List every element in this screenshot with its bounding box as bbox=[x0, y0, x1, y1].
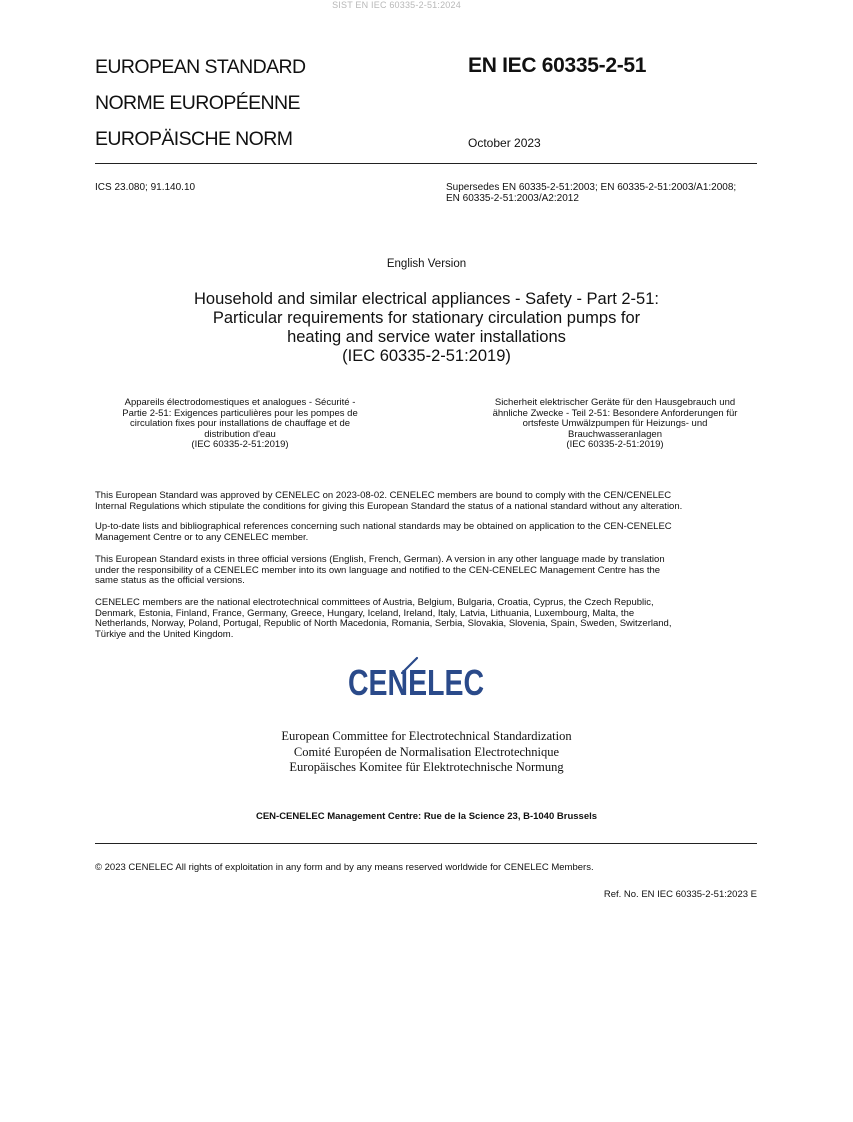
standard-name-de: EUROPÄISCHE NORM bbox=[95, 128, 293, 150]
references-paragraph bbox=[95, 522, 763, 543]
title-line: Particular requirements for stationary circulation pumps for bbox=[212, 309, 641, 327]
paragraph-line: Up-to-date lists and bibliographical references concerning such national standards may be obtained on application to the CEN-CENELEC bbox=[95, 521, 672, 532]
paragraph-line: Türkiye and the United Kingdom. bbox=[95, 628, 234, 640]
paragraph-line: This European Standard was approved by CENELEC on 2023-08-02. CENELEC members are bound to comply with the CEN/CENELEC bbox=[95, 490, 672, 501]
paragraph-line: same status as the official versions. bbox=[95, 575, 245, 587]
french-title-line: Appareils électrodomestiques et analogues - Sécurité - bbox=[124, 397, 356, 408]
paragraph-line: Netherlands, Norway, Poland, Portugal, Republic of North Macedonia, Romania, Serbia, Slovakia, Slovenia, Spain, Sweden, Switzerland, bbox=[95, 618, 672, 630]
logo-wordmark: CENELEC bbox=[348, 662, 484, 703]
paragraph-line: CENELEC members are the national electrotechnical committees of Austria, Belgium, Bulgaria, Croatia, Cyprus, the Czech Republic, bbox=[95, 597, 654, 608]
committee-name-en: European Committee for Electrotechnical Standardization bbox=[281, 729, 572, 743]
watermark: SIST EN IEC 60335-2-51:2024 bbox=[332, 0, 461, 10]
title-line: (IEC 60335-2-51:2019) bbox=[342, 347, 511, 365]
title-line: heating and service water installations bbox=[287, 328, 566, 346]
standard-number: EN IEC 60335-2-51 bbox=[468, 54, 647, 77]
french-title-line: (IEC 60335-2-51:2019) bbox=[191, 439, 289, 450]
publication-date: October 2023 bbox=[468, 136, 541, 150]
reference-number: Ref. No. EN IEC 60335-2-51:2023 E bbox=[603, 889, 757, 900]
title-line: Household and similar electrical appliances - Safety - Part 2-51: bbox=[194, 290, 659, 308]
committee-name-de: Europäisches Komitee für Elektrotechnische Normung bbox=[289, 760, 564, 774]
cenelec-logo-graphic bbox=[346, 655, 486, 701]
ics-codes: ICS 23.080; 91.140.10 bbox=[95, 182, 196, 193]
committee-name-fr: Comité Européen de Normalisation Electrotechnique bbox=[293, 744, 560, 759]
paragraph-line: Management Centre or to any CENELEC member. bbox=[95, 531, 309, 543]
german-title-line: ähnliche Zwecke - Teil 2-51: Besondere Anforderungen für bbox=[492, 407, 738, 419]
header-divider bbox=[95, 163, 757, 164]
members-paragraph bbox=[95, 598, 763, 640]
french-title-line: distribution d'eau bbox=[204, 428, 276, 440]
german-title-line: Sicherheit elektrischer Geräte für den Hausgebrauch und bbox=[494, 397, 736, 408]
paragraph-line: Denmark, Estonia, Finland, France, Germany, Greece, Hungary, Iceland, Ireland, Italy, Latvia, Lithuania, Luxembourg, Malta, the bbox=[95, 607, 635, 619]
cenelec-logo bbox=[346, 655, 486, 701]
copyright-notice: © 2023 CENELEC All rights of exploitation in any form and by any means reserved worldwide for CENELEC Members. bbox=[95, 862, 594, 873]
versions-paragraph bbox=[95, 555, 763, 587]
standard-name-fr: NORME EUROPÉENNE bbox=[95, 92, 300, 114]
supersedes-note: Supersedes EN 60335-2-51:2003; EN 60335-2-51:2003/A1:2008; EN 60335-2-51:2003/A2:2012 bbox=[446, 182, 737, 204]
paragraph-line: Internal Regulations which stipulate the conditions for giving this European Standard the status of a national standard without any alteration. bbox=[95, 500, 683, 512]
document-title bbox=[150, 290, 703, 366]
paragraph-line: under the responsibility of a CENELEC member into its own language and notified to the CEN-CENELEC Management Centre has the bbox=[95, 564, 661, 576]
language-version: English Version bbox=[386, 258, 467, 270]
german-title-line: ortsfeste Umwälzpumpen für Heizungs- und bbox=[522, 418, 708, 429]
committee-names bbox=[180, 729, 673, 776]
french-title-line: circulation fixes pour installations de chauffage et de bbox=[129, 418, 351, 429]
german-title-line: Brauchwasseranlagen bbox=[567, 428, 662, 440]
approval-paragraph bbox=[95, 491, 763, 512]
footer-divider bbox=[95, 843, 757, 844]
management-centre-address: CEN-CENELEC Management Centre: Rue de la Science 23, B-1040 Brussels bbox=[255, 811, 598, 822]
standard-name-en: EUROPEAN STANDARD bbox=[95, 56, 306, 78]
german-title-line: (IEC 60335-2-51:2019) bbox=[566, 439, 664, 450]
paragraph-line: This European Standard exists in three official versions (English, French, German). A version in any other language made by translation bbox=[95, 554, 665, 565]
french-title-line: Partie 2-51: Exigences particulières pour les pompes de bbox=[122, 407, 358, 419]
french-title bbox=[100, 398, 380, 451]
german-title bbox=[470, 398, 760, 451]
